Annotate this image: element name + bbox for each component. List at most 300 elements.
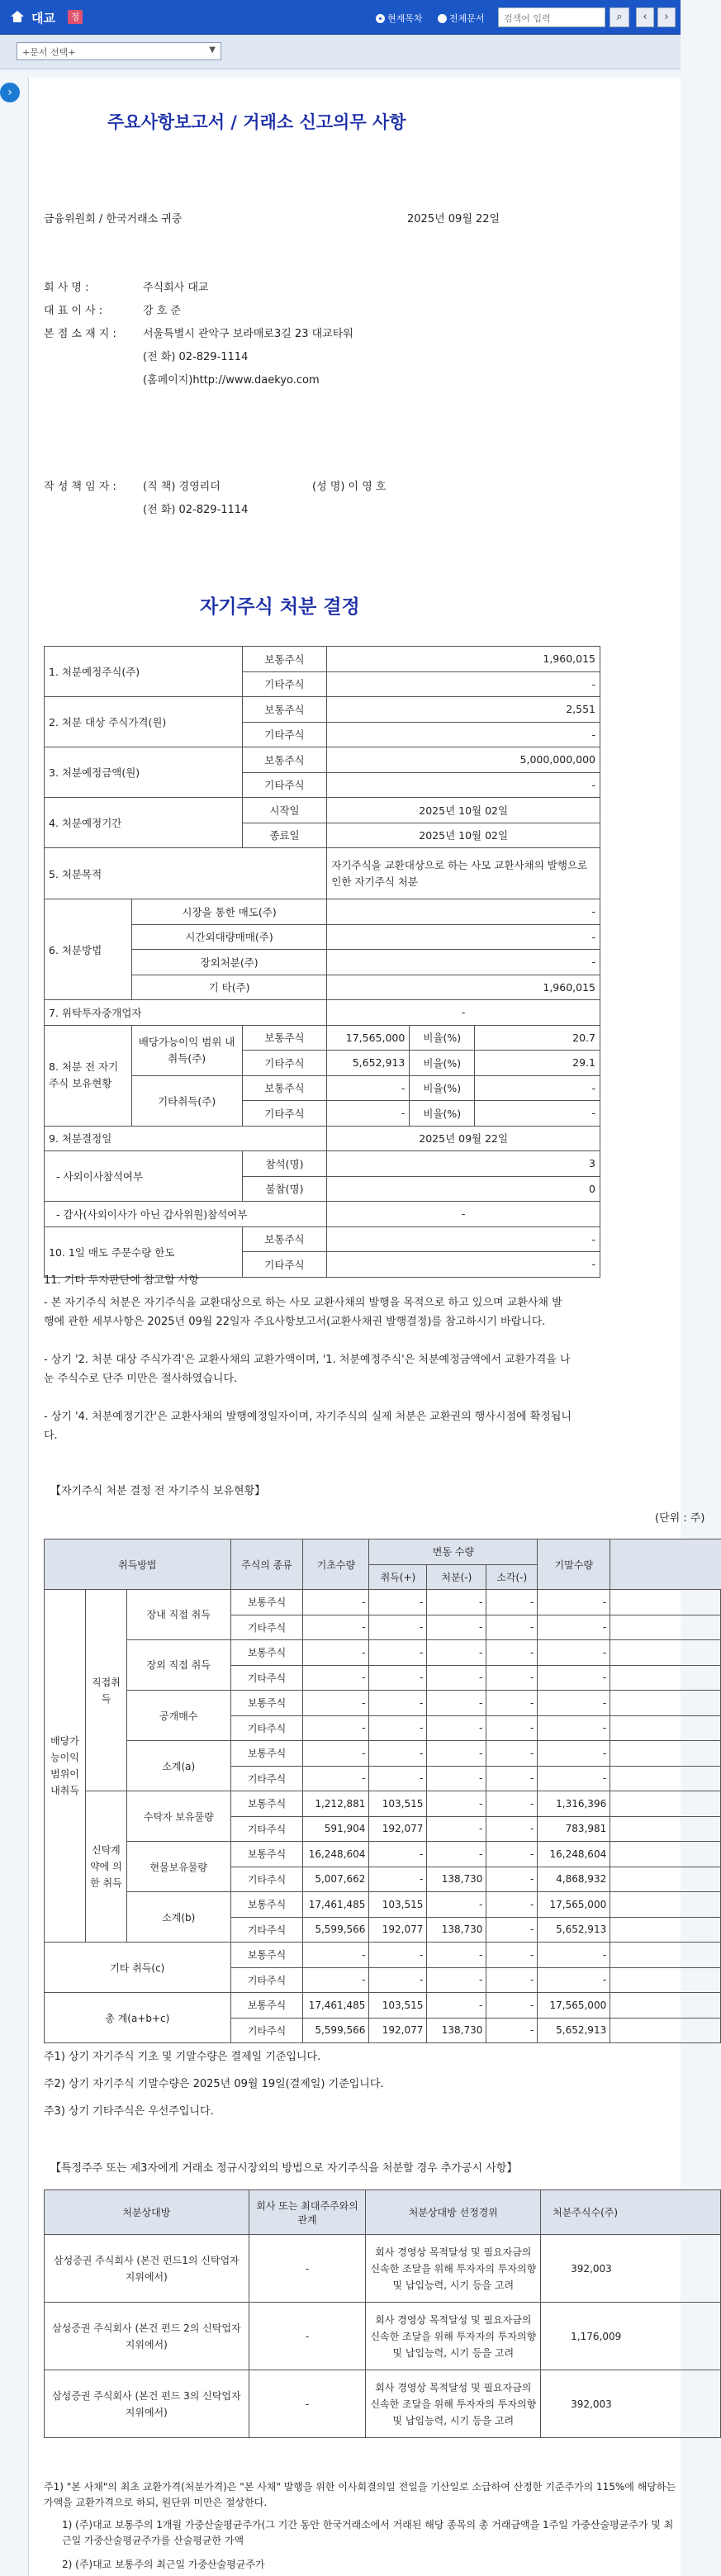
table-cell: -	[303, 1766, 369, 1791]
table-cell: 8. 처분 전 자기주식 보유현황	[45, 1025, 132, 1126]
table-cell	[610, 1892, 721, 1918]
table-cell: -	[369, 1967, 427, 1993]
table-cell: 2. 처분 대상 주식가격(원)	[45, 697, 243, 747]
table-cell: 비율(%)	[410, 1025, 475, 1051]
table-cell: -	[303, 1615, 369, 1640]
table-cell	[610, 1766, 721, 1791]
table-cell: 기말수량	[538, 1539, 610, 1590]
table-cell: 보통주식	[242, 1226, 327, 1252]
table-cell: 기타주식	[242, 722, 327, 747]
table-cell: 불참(명)	[242, 1176, 327, 1202]
table-cell: -	[486, 1993, 538, 2019]
table-cell: -	[486, 2018, 538, 2043]
report-date: 2025년 09월 22일	[407, 213, 500, 225]
table-cell: 기타주식	[230, 1917, 303, 1943]
radio-dot-icon	[376, 14, 385, 23]
writer-name: (성 명) 이 영 호	[312, 481, 387, 493]
table-cell: 기타주식	[242, 1101, 327, 1127]
table-row	[45, 899, 600, 925]
table-header-row	[45, 2190, 721, 2235]
footnote-2: 주2) 상기 자기주식 기말수량은 2025년 09월 19일(결제일) 기준입니다.	[44, 2078, 384, 2090]
homepage: (홈페이지)http://www.daekyo.com	[143, 374, 320, 387]
exchange-price-note-2: 2) (주)대교 보통주의 최근일 가중산술평균주가	[62, 2559, 265, 2570]
document-select[interactable]: +문서 선택+ ▼	[17, 42, 221, 60]
table-cell: -	[327, 1000, 600, 1026]
table-cell: 192,077	[369, 1816, 427, 1842]
table-cell: 현물보유물량	[126, 1842, 230, 1892]
table-cell: 103,515	[369, 1791, 427, 1817]
table-cell: 17,461,485	[303, 1993, 369, 2019]
table-cell: -	[327, 1226, 600, 1252]
table-cell	[610, 1993, 721, 2019]
table-row	[45, 1943, 721, 1968]
correction-badge: 정	[68, 10, 83, 24]
table-cell: -	[327, 1252, 600, 1278]
table-row	[45, 1842, 721, 1867]
table-cell	[610, 1539, 721, 1590]
table-cell: -	[327, 899, 600, 925]
table-cell: 보통주식	[230, 1842, 303, 1867]
table-cell: -	[249, 2303, 366, 2370]
table-cell: 시간외대량매매(주)	[131, 924, 327, 950]
table-cell: 취득방법	[45, 1539, 231, 1590]
table-row	[45, 2235, 721, 2303]
table-row	[45, 1126, 600, 1151]
table-row	[45, 697, 600, 723]
home-icon[interactable]	[10, 10, 25, 23]
sidebar-toggle-icon[interactable]: ›	[0, 83, 20, 102]
table-cell: -	[369, 1590, 427, 1615]
table-row	[45, 1202, 600, 1227]
table-cell: 회사 경영상 목적달성 및 필요자금의 신속한 조달을 위해 투자자의 투자의향 및 납입능력, 시기 등을 고려	[366, 2370, 541, 2438]
table-cell: 회사 또는 최대주주와의 관계	[249, 2190, 366, 2235]
table-cell: 3. 처분예정금액(원)	[45, 747, 243, 798]
table-cell: 삼성증권 주식회사 (본건 펀드1의 신탁업자 지위에서)	[45, 2235, 249, 2303]
phone-1: (전 화) 02-829-1114	[143, 351, 249, 363]
table-row	[45, 1226, 600, 1252]
table-cell: -	[327, 924, 600, 950]
radio-dot-icon	[438, 14, 447, 23]
table-cell: 보통주식	[230, 1791, 303, 1817]
table-cell	[610, 1791, 721, 1817]
table-cell: -	[538, 1590, 610, 1615]
table-cell: -	[427, 1741, 486, 1767]
table-cell: -	[303, 1640, 369, 1666]
table-cell: 보통주식	[230, 1943, 303, 1968]
table-header-row	[45, 1539, 721, 1565]
table-cell: 기타 취득(c)	[45, 1943, 231, 1993]
table-row	[45, 1741, 721, 1767]
table-cell: -	[327, 722, 600, 747]
table-cell: 보통주식	[230, 1993, 303, 2019]
table-row	[45, 1993, 721, 2019]
table-cell: 기타주식	[242, 1051, 327, 1076]
table-cell: 0	[327, 1176, 600, 1202]
table-cell: 103,515	[369, 1892, 427, 1918]
table-cell: 보통주식	[230, 1892, 303, 1918]
table-cell	[610, 1615, 721, 1640]
search-button[interactable]	[610, 7, 629, 27]
table-cell: 소각(-)	[486, 1564, 538, 1590]
table-cell: 기타주식	[230, 1715, 303, 1741]
table-cell: 처분(-)	[427, 1564, 486, 1590]
table-cell: 20.7	[475, 1025, 600, 1051]
table-cell: -	[249, 2235, 366, 2303]
phone-2: (전 화) 02-829-1114	[143, 504, 249, 516]
table-cell: 17,461,485	[303, 1892, 369, 1918]
table-cell: 회사 경영상 목적달성 및 필요자금의 신속한 조달을 위해 투자자의 투자의향 및 납입능력, 시기 등을 고려	[366, 2235, 541, 2303]
table-cell: 392,003	[541, 2370, 721, 2438]
table-cell: 소계(b)	[126, 1892, 230, 1943]
table-cell: 기타주식	[230, 1867, 303, 1892]
table-cell: -	[369, 1615, 427, 1640]
treasury-holding-table	[44, 1539, 721, 2043]
table-cell: -	[369, 1741, 427, 1767]
table-row	[45, 1691, 721, 1716]
table-cell: 비율(%)	[410, 1051, 475, 1076]
table-cell: 392,003	[541, 2235, 721, 2303]
table-cell: -	[369, 1691, 427, 1716]
exchange-price-note-1: 1) (주)대교 보통주의 1개월 가중산술평균주가(그 기간 동안 한국거래소에서 거래된 해당 종목의 총 거래금액을 1주일 가중산술평균주가 및 최근일 가중산술평균주가를 산술평균한 가액	[62, 2519, 674, 2546]
table-cell: -	[486, 1715, 538, 1741]
table-cell: 기타주식	[230, 1665, 303, 1691]
table-cell: 5,000,000,000	[327, 747, 600, 773]
table-cell: 직접취득	[85, 1590, 126, 1791]
table-cell: 기타취득(주)	[131, 1075, 242, 1126]
table-cell: -	[486, 1741, 538, 1767]
table-cell: 참석(명)	[242, 1151, 327, 1177]
table-cell: 16,248,604	[303, 1842, 369, 1867]
table-cell: -	[538, 1615, 610, 1640]
ceo-label: 대 표 이 사 :	[44, 305, 103, 317]
table-cell: -	[303, 1590, 369, 1615]
table-cell: 4,868,932	[538, 1867, 610, 1892]
table-cell: 4. 처분예정기간	[45, 798, 243, 848]
disposal-counterparty-table	[44, 2189, 721, 2438]
table-cell: -	[369, 1715, 427, 1741]
document-body	[28, 78, 705, 2576]
table-cell: 192,077	[369, 2018, 427, 2043]
table-row	[45, 2370, 721, 2438]
footnote-1: 주1) 상기 자기주식 기초 및 기말수량은 결제일 기준입니다.	[44, 2051, 321, 2063]
table-cell: 5,652,913	[538, 2018, 610, 2043]
table-cell: 보통주식	[230, 1640, 303, 1666]
table-cell	[610, 1943, 721, 1968]
table-cell: 192,077	[369, 1917, 427, 1943]
table-cell: 138,730	[427, 1867, 486, 1892]
table-cell: 취득(+)	[369, 1564, 427, 1590]
table-cell: 기타주식	[230, 2018, 303, 2043]
table-cell	[610, 1640, 721, 1666]
table-cell: 6. 처분방법	[45, 899, 132, 1000]
table-cell: 783,981	[538, 1816, 610, 1842]
table-cell: -	[486, 1766, 538, 1791]
table-cell: 10. 1일 매도 주문수량 한도	[45, 1226, 243, 1277]
table-row	[45, 1791, 721, 1817]
table-row	[45, 1590, 721, 1615]
table-row	[45, 2303, 721, 2370]
table-cell: -	[303, 1691, 369, 1716]
next-button[interactable]: ›	[657, 7, 676, 27]
table-cell: -	[538, 1766, 610, 1791]
table-cell: -	[249, 2370, 366, 2438]
address-value: 서울특별시 관악구 보라매로3길 23 대교타워	[143, 328, 353, 340]
unit-label: (단위 : 주)	[655, 1512, 705, 1525]
table-cell: -	[303, 1665, 369, 1691]
table-cell: 시작일	[242, 798, 327, 823]
table-cell: -	[427, 1766, 486, 1791]
table-cell: -	[369, 1640, 427, 1666]
table-cell: -	[303, 1943, 369, 1968]
table-cell: -	[486, 1691, 538, 1716]
table-cell: 장내 직접 취득	[126, 1590, 230, 1640]
table-cell: -	[427, 1967, 486, 1993]
table-cell: 103,515	[369, 1993, 427, 2019]
table-cell: 1,212,881	[303, 1791, 369, 1817]
table-cell: 처분상대방 선정경위	[366, 2190, 541, 2235]
table-cell: - 감사(사외이사가 아닌 감사위원)참석여부	[45, 1202, 327, 1227]
footnote-3: 주3) 상기 기타주식은 우선주입니다.	[44, 2105, 214, 2118]
table-cell: 2025년 09월 22일	[327, 1126, 600, 1151]
table-cell: 종료일	[242, 823, 327, 848]
table-cell: 591,904	[303, 1816, 369, 1842]
table-cell: 7. 위탁투자중개업자	[45, 1000, 327, 1026]
table-cell: -	[327, 1101, 410, 1127]
table-cell: 기타주식	[230, 1766, 303, 1791]
table-cell	[610, 1842, 721, 1867]
table-cell: -	[427, 1590, 486, 1615]
address-label: 본 점 소 재 지 :	[44, 328, 116, 340]
table-cell: -	[486, 1665, 538, 1691]
table-cell: 기 타(주)	[131, 975, 327, 1000]
table-row	[45, 848, 600, 899]
radio-all-documents[interactable]: 전체문서	[438, 12, 485, 25]
table-cell: 1,316,396	[538, 1791, 610, 1817]
table-cell: -	[538, 1943, 610, 1968]
table-cell	[610, 1816, 721, 1842]
prev-button[interactable]: ‹	[636, 7, 654, 27]
table-cell: -	[427, 1943, 486, 1968]
table-cell: 2025년 10월 02일	[327, 823, 600, 848]
writer-label: 작 성 책 임 자 :	[44, 481, 116, 493]
table-cell: 장외처분(주)	[131, 950, 327, 975]
table-cell: 변동 수량	[369, 1539, 538, 1565]
table-cell: 보통주식	[230, 1741, 303, 1767]
table-cell: -	[486, 1842, 538, 1867]
table-cell: -	[327, 950, 600, 975]
table-cell: -	[538, 1967, 610, 1993]
table-cell: 기타주식	[242, 671, 327, 697]
table-cell: 보통주식	[230, 1590, 303, 1615]
table-row	[45, 1025, 600, 1051]
table-cell: 기타주식	[242, 1252, 327, 1278]
table-cell: 공개매수	[126, 1691, 230, 1741]
table-cell: 2,551	[327, 697, 600, 723]
table-cell: -	[486, 1816, 538, 1842]
table-cell: -	[486, 1943, 538, 1968]
table-cell: -	[486, 1615, 538, 1640]
table-cell: 3	[327, 1151, 600, 1177]
table-cell: 5,599,566	[303, 2018, 369, 2043]
search-input[interactable]: 검색어 입력	[498, 7, 605, 27]
table-cell: -	[427, 1665, 486, 1691]
table-cell: 보통주식	[242, 647, 327, 672]
table-cell: 5. 처분목적	[45, 848, 327, 899]
table-cell: -	[303, 1741, 369, 1767]
search-icon: ⌕	[616, 11, 623, 23]
radio-current-section[interactable]: 현재목차	[376, 12, 423, 25]
table-cell: 1,960,015	[327, 975, 600, 1000]
company-label: 회 사 명 :	[44, 282, 89, 294]
chevron-down-icon: ▼	[209, 45, 216, 55]
table-row	[45, 647, 600, 672]
table-cell: -	[327, 1075, 410, 1101]
table-row	[45, 1000, 600, 1026]
exchange-price-note: 주1) "본 사채"의 최초 교환가격(처분가격)은 "본 사채" 발행을 위한 이사회결의일 전일을 기산일로 소급하여 산정한 기준주가의 115%에 해당하는 가액을 교환가격으로 하되, 원단위 미만은 절상한다.	[44, 2481, 676, 2508]
table-cell: -	[486, 1791, 538, 1817]
table-cell: - 사외이사참석여부	[45, 1151, 243, 1202]
table-cell: -	[486, 1917, 538, 1943]
table-cell: 5,599,566	[303, 1917, 369, 1943]
table-cell: 9. 처분결정일	[45, 1126, 327, 1151]
writer-title: (직 책) 경영리더	[143, 481, 221, 493]
table-cell: 29.1	[475, 1051, 600, 1076]
table-cell: 기타주식	[230, 1816, 303, 1842]
note-paragraph-3: - 상기 '4. 처분예정기간'은 교환사채의 발행예정일자이며, 자기주식의 실제 처분은 교환권의 행사시점에 확정됩니다.	[44, 1411, 572, 1442]
table-cell: 17,565,000	[538, 1993, 610, 2019]
table-cell: -	[427, 1791, 486, 1817]
document-select-bar	[0, 35, 681, 69]
table-cell: 시장을 통한 매도(주)	[131, 899, 327, 925]
table-cell: -	[427, 1715, 486, 1741]
table-row	[45, 747, 600, 773]
note-paragraph-2: - 상기 '2. 처분 대상 주식가격'은 교환사채의 교환가액이며, '1. 처분예정주식'은 처분예정금액에서 교환가격을 나눈 주식수로 단주 미만은 절사하였습니다.	[44, 1354, 571, 1385]
table-row	[45, 1151, 600, 1177]
table-cell: 기타주식	[230, 1615, 303, 1640]
table-cell: 주식의 종류	[230, 1539, 303, 1590]
table-cell: -	[538, 1715, 610, 1741]
table-cell: 기초수량	[303, 1539, 369, 1590]
table-cell: -	[538, 1665, 610, 1691]
table-cell: -	[486, 1892, 538, 1918]
table-cell: 장외 직접 취득	[126, 1640, 230, 1691]
table-cell: 비율(%)	[410, 1101, 475, 1127]
table-cell: -	[538, 1691, 610, 1716]
table-cell	[610, 1691, 721, 1716]
table-cell: 처분주식수(주)	[541, 2190, 721, 2235]
table-cell: 보통주식	[242, 747, 327, 773]
table-cell: -	[486, 1967, 538, 1993]
table-cell: 처분상대방	[45, 2190, 249, 2235]
table-cell: -	[427, 1842, 486, 1867]
table-cell: 회사 경영상 목적달성 및 필요자금의 신속한 조달을 위해 투자자의 투자의향 및 납입능력, 시기 등을 고려	[366, 2303, 541, 2370]
extra-disclosure-caption: 【특정주주 또는 제3자에게 거래소 정규시장외의 방법으로 자기주식을 처분할 경우 추가공시 사항】	[50, 2162, 518, 2175]
table-row	[45, 798, 600, 823]
table-cell: -	[369, 1842, 427, 1867]
company-name: 대교	[31, 11, 55, 26]
table-cell: -	[486, 1867, 538, 1892]
table-cell: 수탁자 보유물량	[126, 1791, 230, 1842]
table-cell: 5,652,913	[327, 1051, 410, 1076]
table-cell: -	[369, 1766, 427, 1791]
table-cell: -	[427, 1640, 486, 1666]
table-cell: -	[475, 1075, 600, 1101]
table-cell: 17,565,000	[327, 1025, 410, 1051]
table-cell: 보통주식	[242, 1075, 327, 1101]
table-cell: 1,176,009	[541, 2303, 721, 2370]
table-cell: 배당가능이익 범위 내 취득(주)	[131, 1025, 242, 1075]
table-cell	[610, 1967, 721, 1993]
table-cell	[610, 1590, 721, 1615]
table-cell: 2025년 10월 02일	[327, 798, 600, 823]
table-cell: -	[327, 772, 600, 798]
table-cell	[610, 1715, 721, 1741]
table-cell	[610, 1867, 721, 1892]
table-cell: 배당가능이익범위이내취득	[45, 1590, 86, 1943]
table-cell: 보통주식	[242, 1025, 327, 1051]
ceo-value: 강 호 준	[143, 305, 181, 317]
table-row	[45, 1892, 721, 1918]
table-cell: 삼성증권 주식회사 (본건 펀드 3의 신탁업자 지위에서)	[45, 2370, 249, 2438]
table-cell: -	[327, 671, 600, 697]
table-cell: 5,007,662	[303, 1867, 369, 1892]
table-cell: 자기주식을 교환대상으로 하는 사모 교환사채의 발행으로 인한 자기주식 처분	[327, 848, 600, 899]
table-cell: -	[538, 1640, 610, 1666]
note-paragraph-1: - 본 자기주식 처분은 자기주식을 교환대상으로 하는 사모 교환사채의 발행을 목적으로 하고 있으며 교환사채 발행에 관한 세부사항은 2025년 09월 22일자 주요사항보고서(교환사채권 발행결정)를 참고하시기 바랍니다.	[44, 1297, 562, 1328]
section-title: 자기주식 처분 결정	[200, 595, 360, 618]
table-cell	[610, 1917, 721, 1943]
table-cell: -	[538, 1741, 610, 1767]
table-cell: 138,730	[427, 2018, 486, 2043]
table-cell: -	[427, 1615, 486, 1640]
table-cell: 총 계(a+b+c)	[45, 1993, 231, 2043]
company-value: 주식회사 대교	[143, 282, 209, 294]
recipient: 금융위원회 / 한국거래소 귀중	[44, 213, 183, 225]
table-cell: -	[303, 1967, 369, 1993]
table-cell: 1. 처분예정주식(주)	[45, 647, 243, 697]
table-cell: 1,960,015	[327, 647, 600, 672]
table-cell: -	[427, 1691, 486, 1716]
table-cell: -	[369, 1943, 427, 1968]
table-cell: 비율(%)	[410, 1075, 475, 1101]
table-cell: 기타주식	[230, 1967, 303, 1993]
table-cell: -	[486, 1640, 538, 1666]
table-row	[45, 1640, 721, 1666]
notes-heading: 11. 기타 투자판단에 참고할 사항	[44, 1274, 199, 1287]
table-cell: 소계(a)	[126, 1741, 230, 1791]
table-cell	[610, 1741, 721, 1767]
table-cell: 138,730	[427, 1917, 486, 1943]
table-cell: 5,652,913	[538, 1917, 610, 1943]
table-cell: 신탁계약에 의한 취득	[85, 1791, 126, 1943]
holding-table-caption: 【자기주식 처분 결정 전 자기주식 보유현황】	[50, 1485, 266, 1497]
table-cell: -	[369, 1867, 427, 1892]
table-cell: 보통주식	[242, 697, 327, 723]
table-cell: 보통주식	[230, 1691, 303, 1716]
table-cell: -	[303, 1715, 369, 1741]
table-cell: -	[427, 1892, 486, 1918]
table-cell: -	[486, 1590, 538, 1615]
table-cell: -	[475, 1101, 600, 1127]
table-cell: 삼성증권 주식회사 (본건 펀드 2의 신탁업자 지위에서)	[45, 2303, 249, 2370]
table-cell: -	[427, 1816, 486, 1842]
table-cell: -	[369, 1665, 427, 1691]
table-cell	[610, 2018, 721, 2043]
table-cell: 17,565,000	[538, 1892, 610, 1918]
disposal-decision-table	[44, 646, 600, 1278]
page-title: 주요사항보고서 / 거래소 신고의무 사항	[107, 111, 406, 132]
top-toolbar	[0, 0, 681, 35]
